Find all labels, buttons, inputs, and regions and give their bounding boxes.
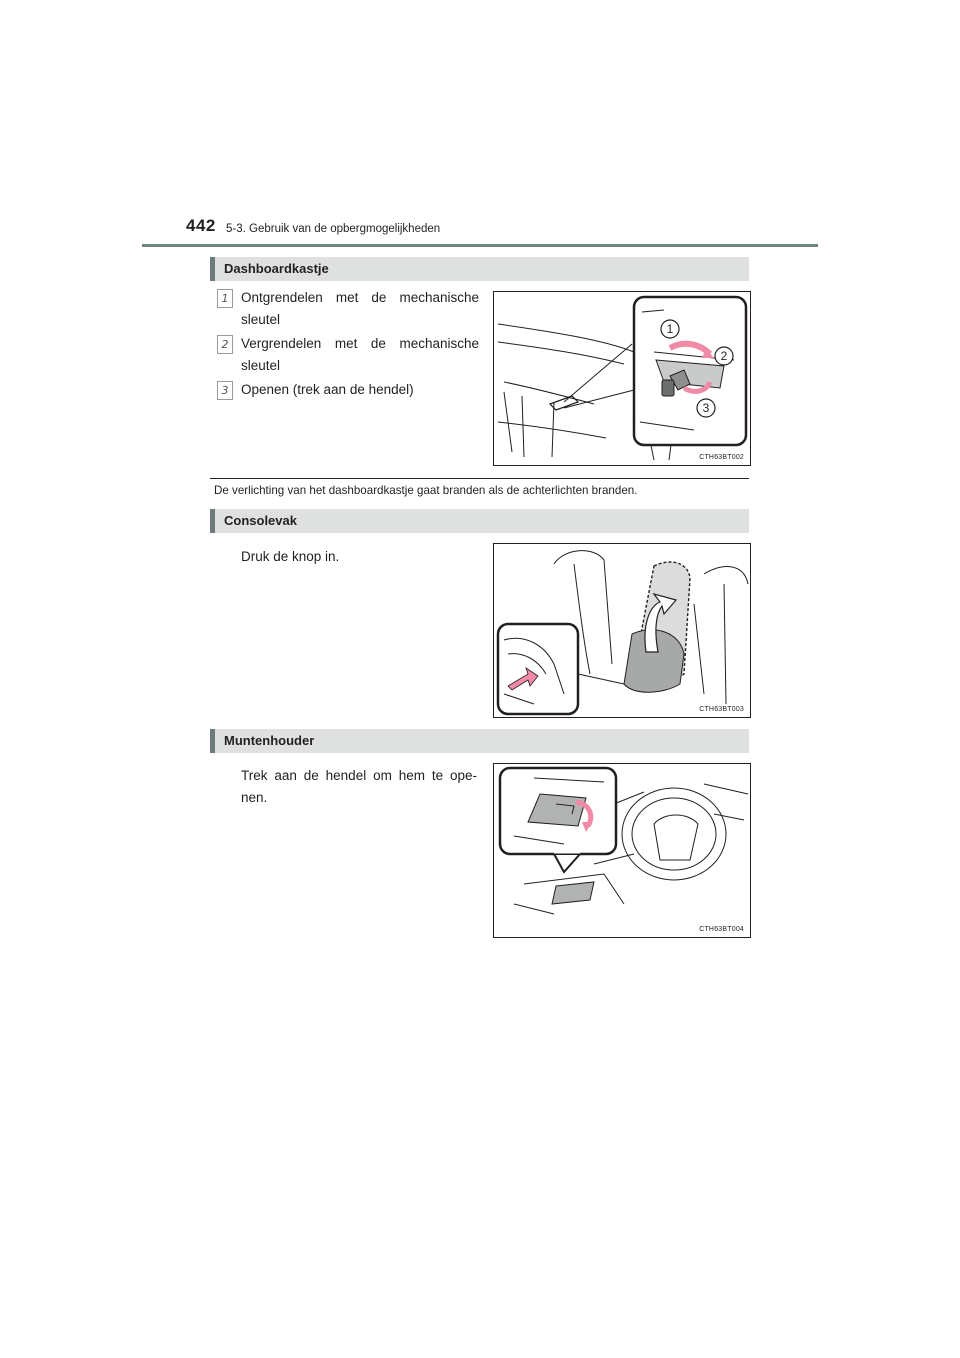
step-number-3: 3	[217, 381, 233, 400]
section-title: Muntenhouder	[224, 733, 315, 748]
section-heading-muntenhouder	[210, 729, 749, 753]
section-heading-dashboardkastje	[210, 257, 749, 281]
figure-code: CTH63BT003	[699, 706, 744, 713]
figure-code: CTH63BT004	[699, 926, 744, 933]
note-divider	[210, 478, 749, 479]
glovebox-illustration	[493, 291, 751, 466]
callout-label: 2	[720, 349, 728, 363]
coin-holder-small	[552, 882, 594, 904]
note-text: De verlichting van het dashboardkastje gaat branden als de achterlichten branden.	[214, 484, 638, 497]
list-item	[217, 287, 479, 331]
step-list	[217, 287, 479, 403]
list-item	[217, 379, 479, 401]
section-heading-consolevak	[210, 509, 749, 533]
console-box-illustration	[493, 543, 751, 718]
instruction-text: Trek aan de hendel om hem te ope-nen.	[241, 768, 477, 805]
console-drawing	[494, 544, 750, 717]
step-number-2: 2	[217, 335, 233, 354]
coin-holder-drawing	[494, 764, 750, 937]
step-number-1: 1	[217, 289, 233, 308]
coin-holder-illustration	[493, 763, 751, 938]
section-title: Consolevak	[224, 513, 297, 528]
zoom-inset-frame	[498, 624, 578, 714]
list-item	[217, 333, 479, 377]
chapter-title: 5-3. Gebruik van de opbergmogelijkheden	[226, 223, 441, 235]
instruction-text: Druk de knop in.	[241, 549, 340, 564]
page-number: 442	[186, 216, 216, 235]
header-rule	[142, 244, 818, 247]
step-text: Openen (trek aan de hendel)	[241, 382, 414, 397]
figure-code: CTH63BT002	[699, 454, 744, 461]
step-text: Ontgrendelen met de mechanische sleutel	[241, 290, 479, 327]
callout-label: 3	[702, 401, 710, 415]
section-title: Dashboardkastje	[224, 261, 329, 276]
step-text: Vergrendelen met de mechanische sleutel	[241, 336, 479, 373]
glovebox-drawing	[494, 292, 750, 465]
callout-label: 1	[666, 322, 674, 336]
